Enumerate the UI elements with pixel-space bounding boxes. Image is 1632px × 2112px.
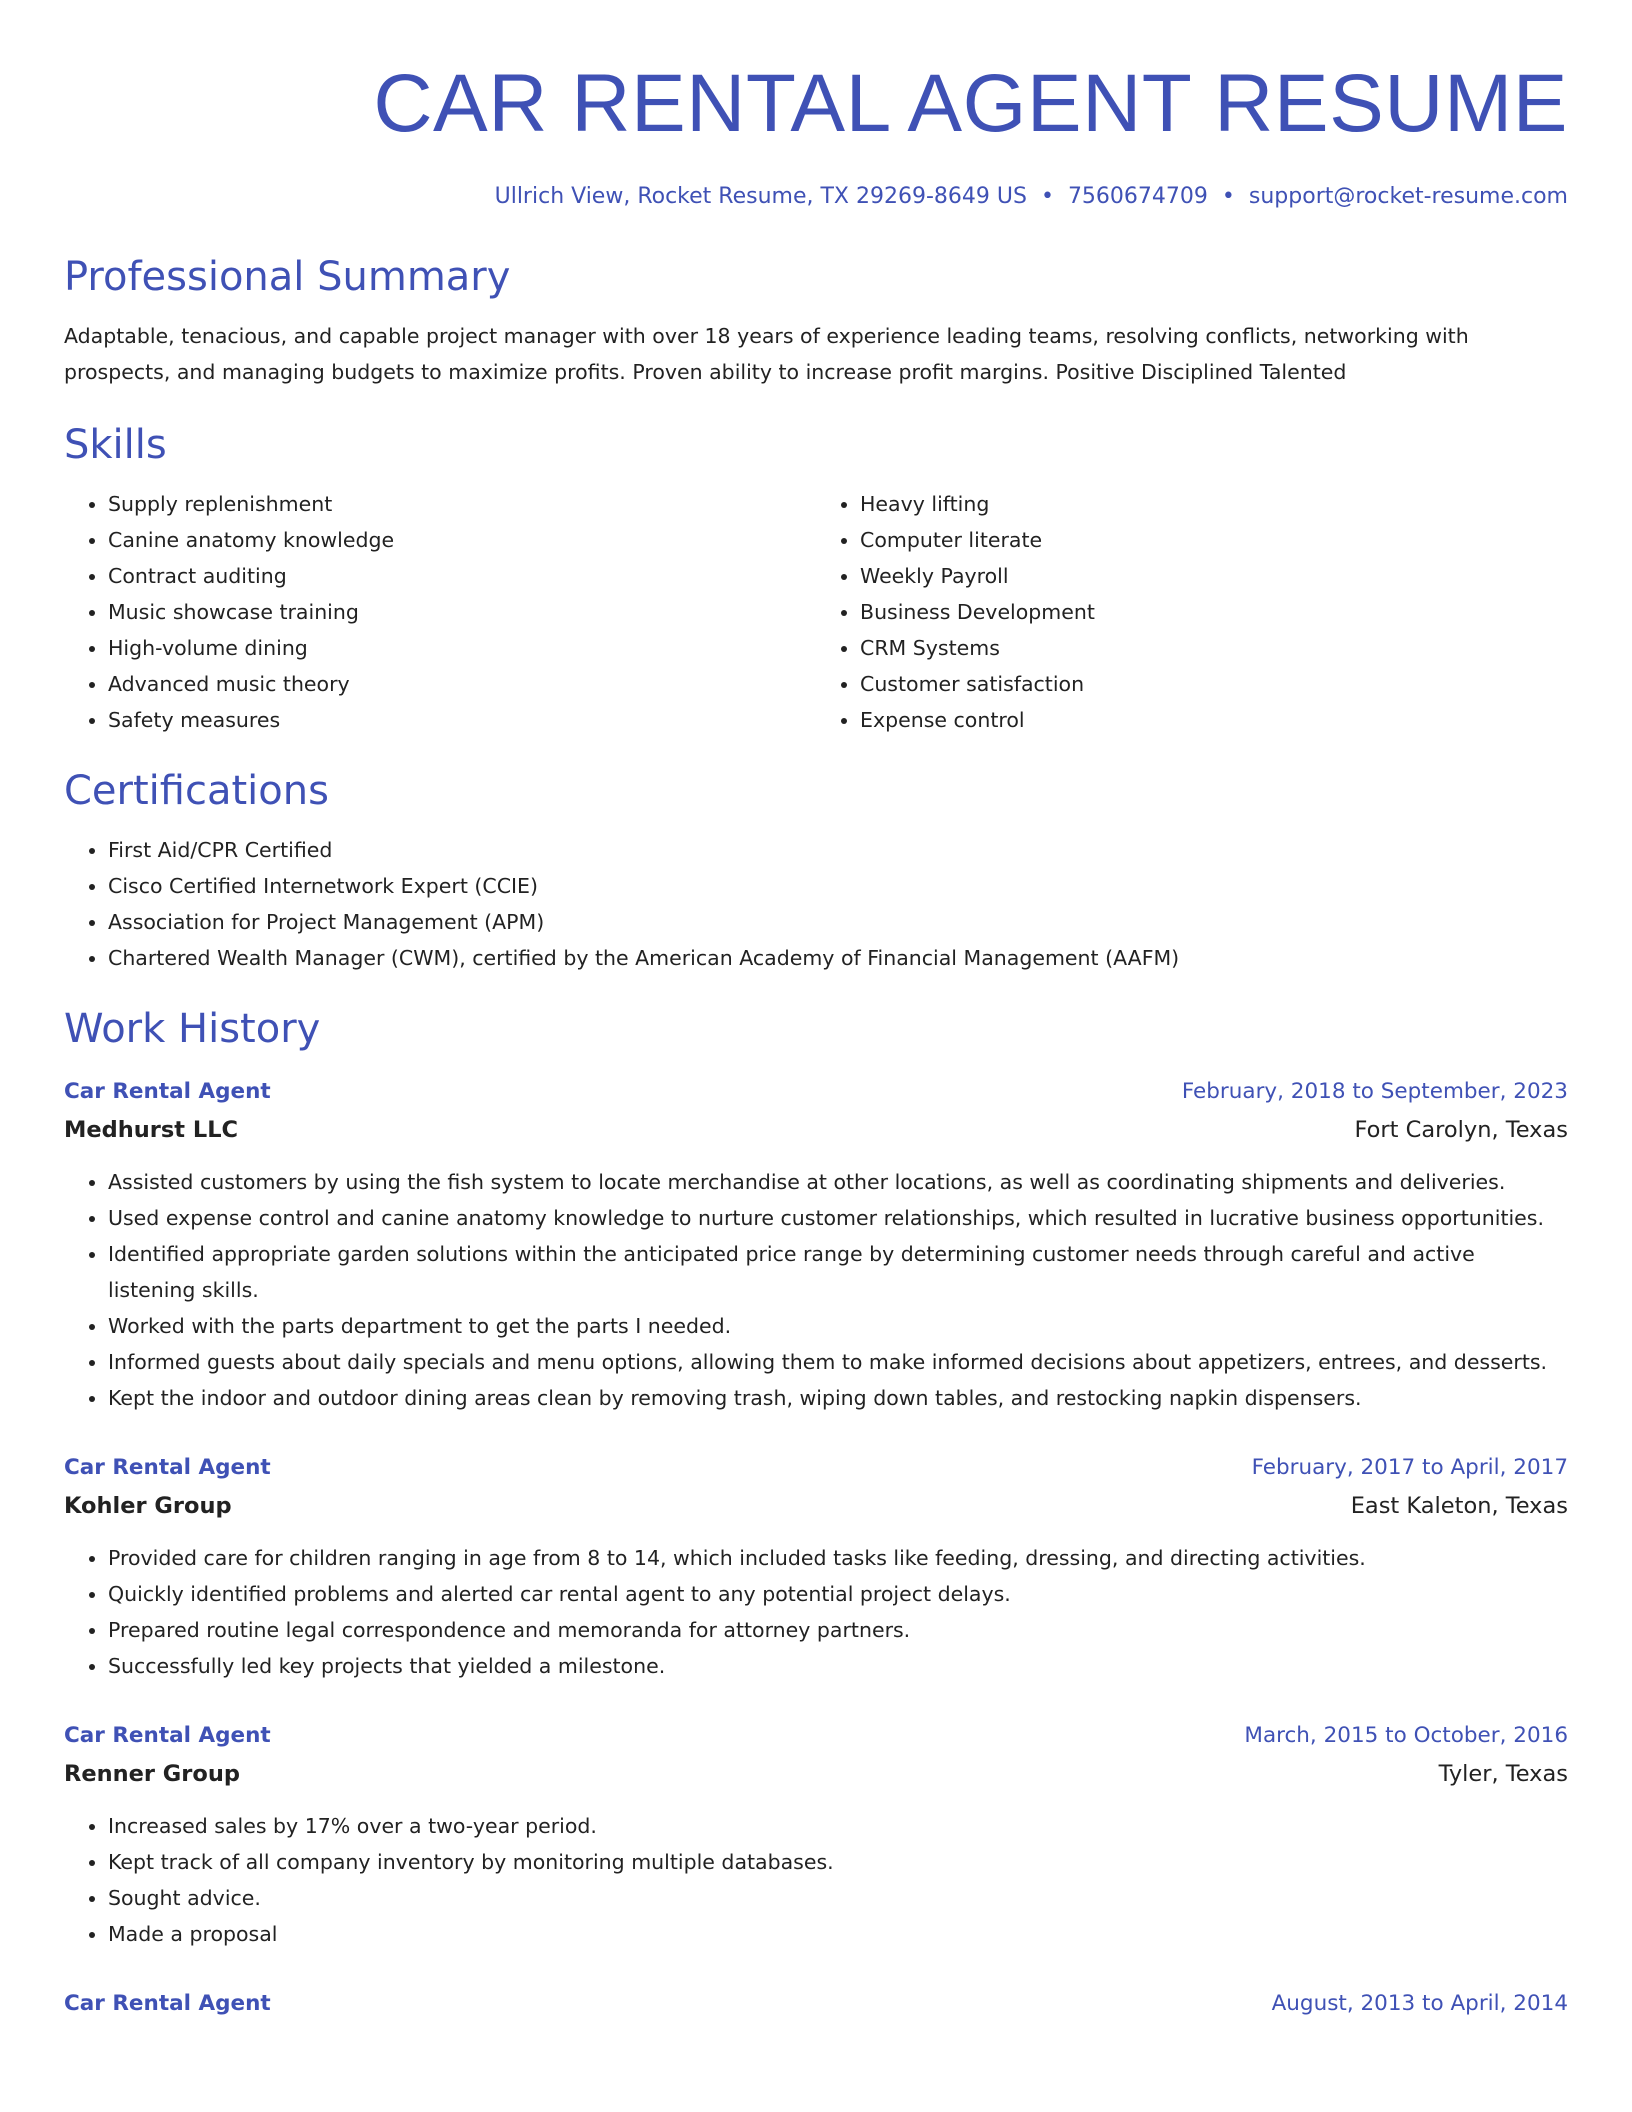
contact-email: support@rocket-resume.com: [1248, 184, 1568, 209]
job-duties: [64, 1808, 1568, 1952]
summary-heading: Professional Summary: [64, 254, 511, 300]
work-history-heading: Work History: [64, 1006, 321, 1052]
duty-item: • Used expense control and canine anatomy knowledge to nurture customer relationships, which resulted in lucrative business opportunities.: [108, 1200, 1568, 1236]
skill-item: • High-volume dining: [108, 630, 816, 666]
skill-item: • Heavy lifting: [860, 486, 1568, 522]
skill-item: • Canine anatomy knowledge: [108, 522, 816, 558]
skill-item: • Supply replenishment: [108, 486, 816, 522]
skill-item: • Expense control: [860, 702, 1568, 738]
duty-item: • Assisted customers by using the fish system to locate merchandise at other locations, as well as coordinating shipments and deliveries.: [108, 1164, 1568, 1200]
job-company: Kohler Group: [64, 1493, 232, 1519]
job-location: Tyler, Texas: [1438, 1761, 1568, 1787]
summary-text: Adaptable, tenacious, and capable project manager with over 18 years of experience leading teams, resolving conflicts, networking with prospects, and managing budgets to maximize profits. Proven ability to increase profit margins. Positive Disciplined Talented: [64, 324, 1469, 384]
job-title: Car Rental Agent: [64, 1455, 271, 1480]
duty-item: • Sought advice.: [108, 1880, 1568, 1916]
duty-item: • Kept track of all company inventory by monitoring multiple databases.: [108, 1844, 1568, 1880]
contact-line: [64, 182, 1568, 212]
certification-item: • Association for Project Management (APM): [108, 904, 1568, 940]
job-title: Car Rental Agent: [64, 1723, 271, 1748]
duty-item: • Worked with the parts department to get the parts I needed.: [108, 1308, 1568, 1344]
job-dates: August, 2013 to April, 2014: [1271, 1991, 1568, 2016]
duty-item: • Informed guests about daily specials and menu options, allowing them to make informed decisions about appetizers, entrees, and desserts.: [108, 1344, 1568, 1380]
job-company: Medhurst LLC: [64, 1117, 239, 1143]
skill-item: • Music showcase training: [108, 594, 816, 630]
job-dates: February, 2018 to September, 2023: [1181, 1079, 1568, 1104]
contact-separator: •: [1040, 184, 1054, 209]
skills-list-right: [816, 486, 1568, 738]
duty-item: • Identified appropriate garden solutions within the anticipated price range by determining customer needs through careful and active listening skills.: [108, 1236, 1568, 1308]
skills-heading: Skills: [64, 422, 167, 468]
certification-item: • First Aid/CPR Certified: [108, 832, 1568, 868]
duty-item: • Prepared routine legal correspondence and memoranda for attorney partners.: [108, 1612, 1568, 1648]
certifications-heading: Certifications: [64, 768, 329, 814]
resume-title: CAR RENTAL AGENT RESUME: [373, 58, 1568, 149]
skills-list-left: [64, 486, 816, 738]
skill-item: • Business Development: [860, 594, 1568, 630]
job-dates: March, 2015 to October, 2016: [1244, 1723, 1568, 1748]
skill-item: • Computer literate: [860, 522, 1568, 558]
skill-item: • Weekly Payroll: [860, 558, 1568, 594]
job-entry: [64, 1718, 1568, 1952]
contact-phone: 7560674709: [1067, 184, 1208, 209]
skill-item: • Customer satisfaction: [860, 666, 1568, 702]
skill-item: • CRM Systems: [860, 630, 1568, 666]
job-duties: [64, 1540, 1568, 1684]
duty-item: • Quickly identified problems and alerted car rental agent to any potential project delays.: [108, 1576, 1568, 1612]
job-entry: [64, 1450, 1568, 1684]
job-entry-partial: [64, 1986, 1568, 2022]
job-location: Fort Carolyn, Texas: [1354, 1117, 1568, 1143]
duty-item: • Kept the indoor and outdoor dining areas clean by removing trash, wiping down tables, and restocking napkin dispensers.: [108, 1380, 1568, 1416]
job-entry: [64, 1074, 1568, 1416]
duty-item: • Made a proposal: [108, 1916, 1568, 1952]
job-title: Car Rental Agent: [64, 1079, 271, 1104]
contact-address: Ullrich View, Rocket Resume, TX 29269-8649 US: [494, 184, 1027, 209]
duty-item: • Provided care for children ranging in age from 8 to 14, which included tasks like feeding, dressing, and directing activities.: [108, 1540, 1568, 1576]
job-title: Car Rental Agent: [64, 1991, 271, 2016]
skill-item: • Contract auditing: [108, 558, 816, 594]
skill-item: • Safety measures: [108, 702, 816, 738]
job-duties: [64, 1164, 1568, 1416]
job-location: East Kaleton, Texas: [1350, 1493, 1568, 1519]
skills-columns: [64, 486, 1568, 738]
certifications-list: [64, 832, 1568, 976]
job-company: Renner Group: [64, 1761, 240, 1787]
duty-item: • Successfully led key projects that yielded a milestone.: [108, 1648, 1568, 1684]
certification-item: • Chartered Wealth Manager (CWM), certified by the American Academy of Financial Management (AAFM): [108, 940, 1568, 976]
contact-separator: •: [1221, 184, 1235, 209]
skill-item: • Advanced music theory: [108, 666, 816, 702]
job-dates: February, 2017 to April, 2017: [1251, 1455, 1568, 1480]
certification-item: • Cisco Certified Internetwork Expert (CCIE): [108, 868, 1568, 904]
duty-item: • Increased sales by 17% over a two-year period.: [108, 1808, 1568, 1844]
resume-page: [64, 0, 1568, 2022]
